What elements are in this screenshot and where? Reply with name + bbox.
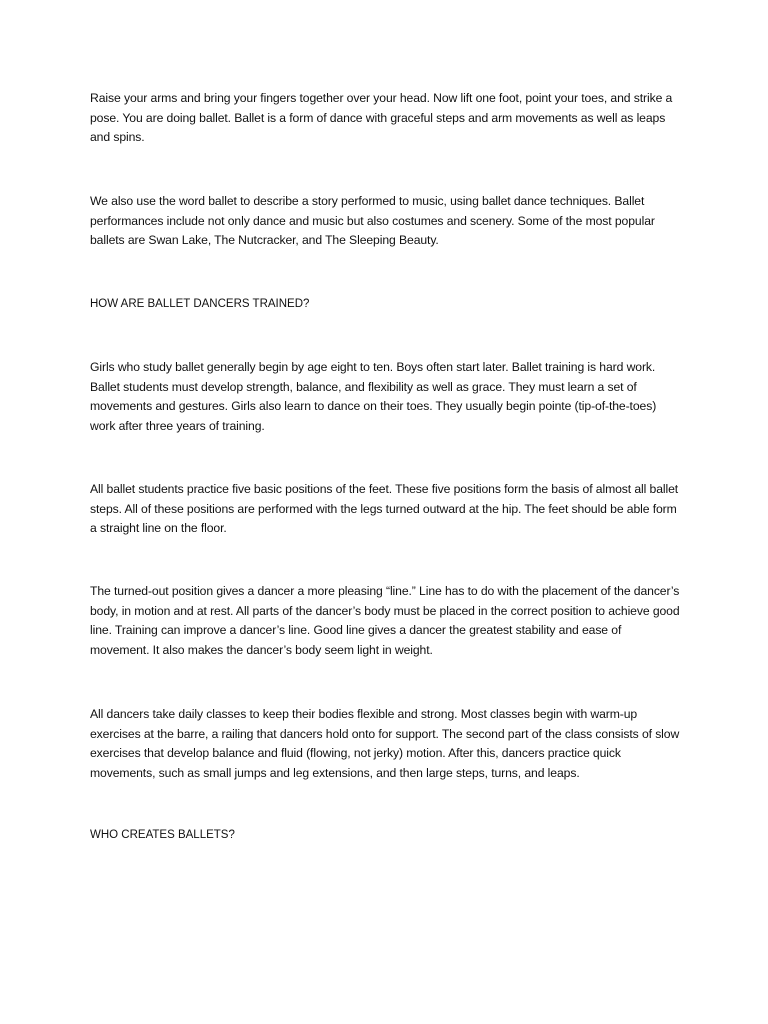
paragraph-training: Girls who study ballet generally begin by age eight to ten. Boys often start later. Ballet training is hard work. Ballet students must develop strength, balance, and flexibility as well as grace. They must learn a set of movements and gestures. Girls also learn to dance on their toes. They usually begin pointe (tip-of-the-toes) work after three years of training. — [90, 360, 657, 433]
paragraph-line: The turned-out position gives a dancer a more pleasing “line.” Line has to do with the placement of the dancer’s body, in motion and at rest. All parts of the dancer’s body must be placed in the correct position to achieve good line. Training can improve a dancer’s line. Good line gives a dancer the greatest stability and ease of movement. It also makes the dancer’s body seem light in weight. — [90, 584, 680, 657]
paragraph-positions: All ballet students practice five basic positions of the feet. These five positions form the basis of almost all ballet steps. All of these positions are performed with the legs turned outward at the hip. The feet should be able form a straight line on the floor. — [90, 482, 679, 535]
heading-creators: WHO CREATES BALLETS? — [90, 829, 235, 841]
paragraph-classes: All dancers take daily classes to keep their bodies flexible and strong. Most classes begin with warm-up exercises at the barre, a railing that dancers hold onto for support. The second part of the class consists of slow exercises that develop balance and fluid (flowing, not jerky) motion. After this, dancers practice quick movements, such as small jumps and leg extensions, and then large steps, turns, and leaps. — [90, 707, 680, 780]
paragraph-intro: Raise your arms and bring your fingers together over your head. Now lift one foot, point your toes, and strike a pose. You are doing ballet. Ballet is a form of dance with graceful steps and arm movements as well as leaps and spins. — [90, 91, 673, 144]
paragraph-ballet-story: We also use the word ballet to describe a story performed to music, using ballet dance techniques. Ballet performances include not only dance and music but also costumes and scenery. Some of the most popular ballets are Swan Lake, The Nutcracker, and The Sleeping Beauty. — [90, 194, 655, 247]
heading-training: HOW ARE BALLET DANCERS TRAINED? — [90, 298, 310, 310]
